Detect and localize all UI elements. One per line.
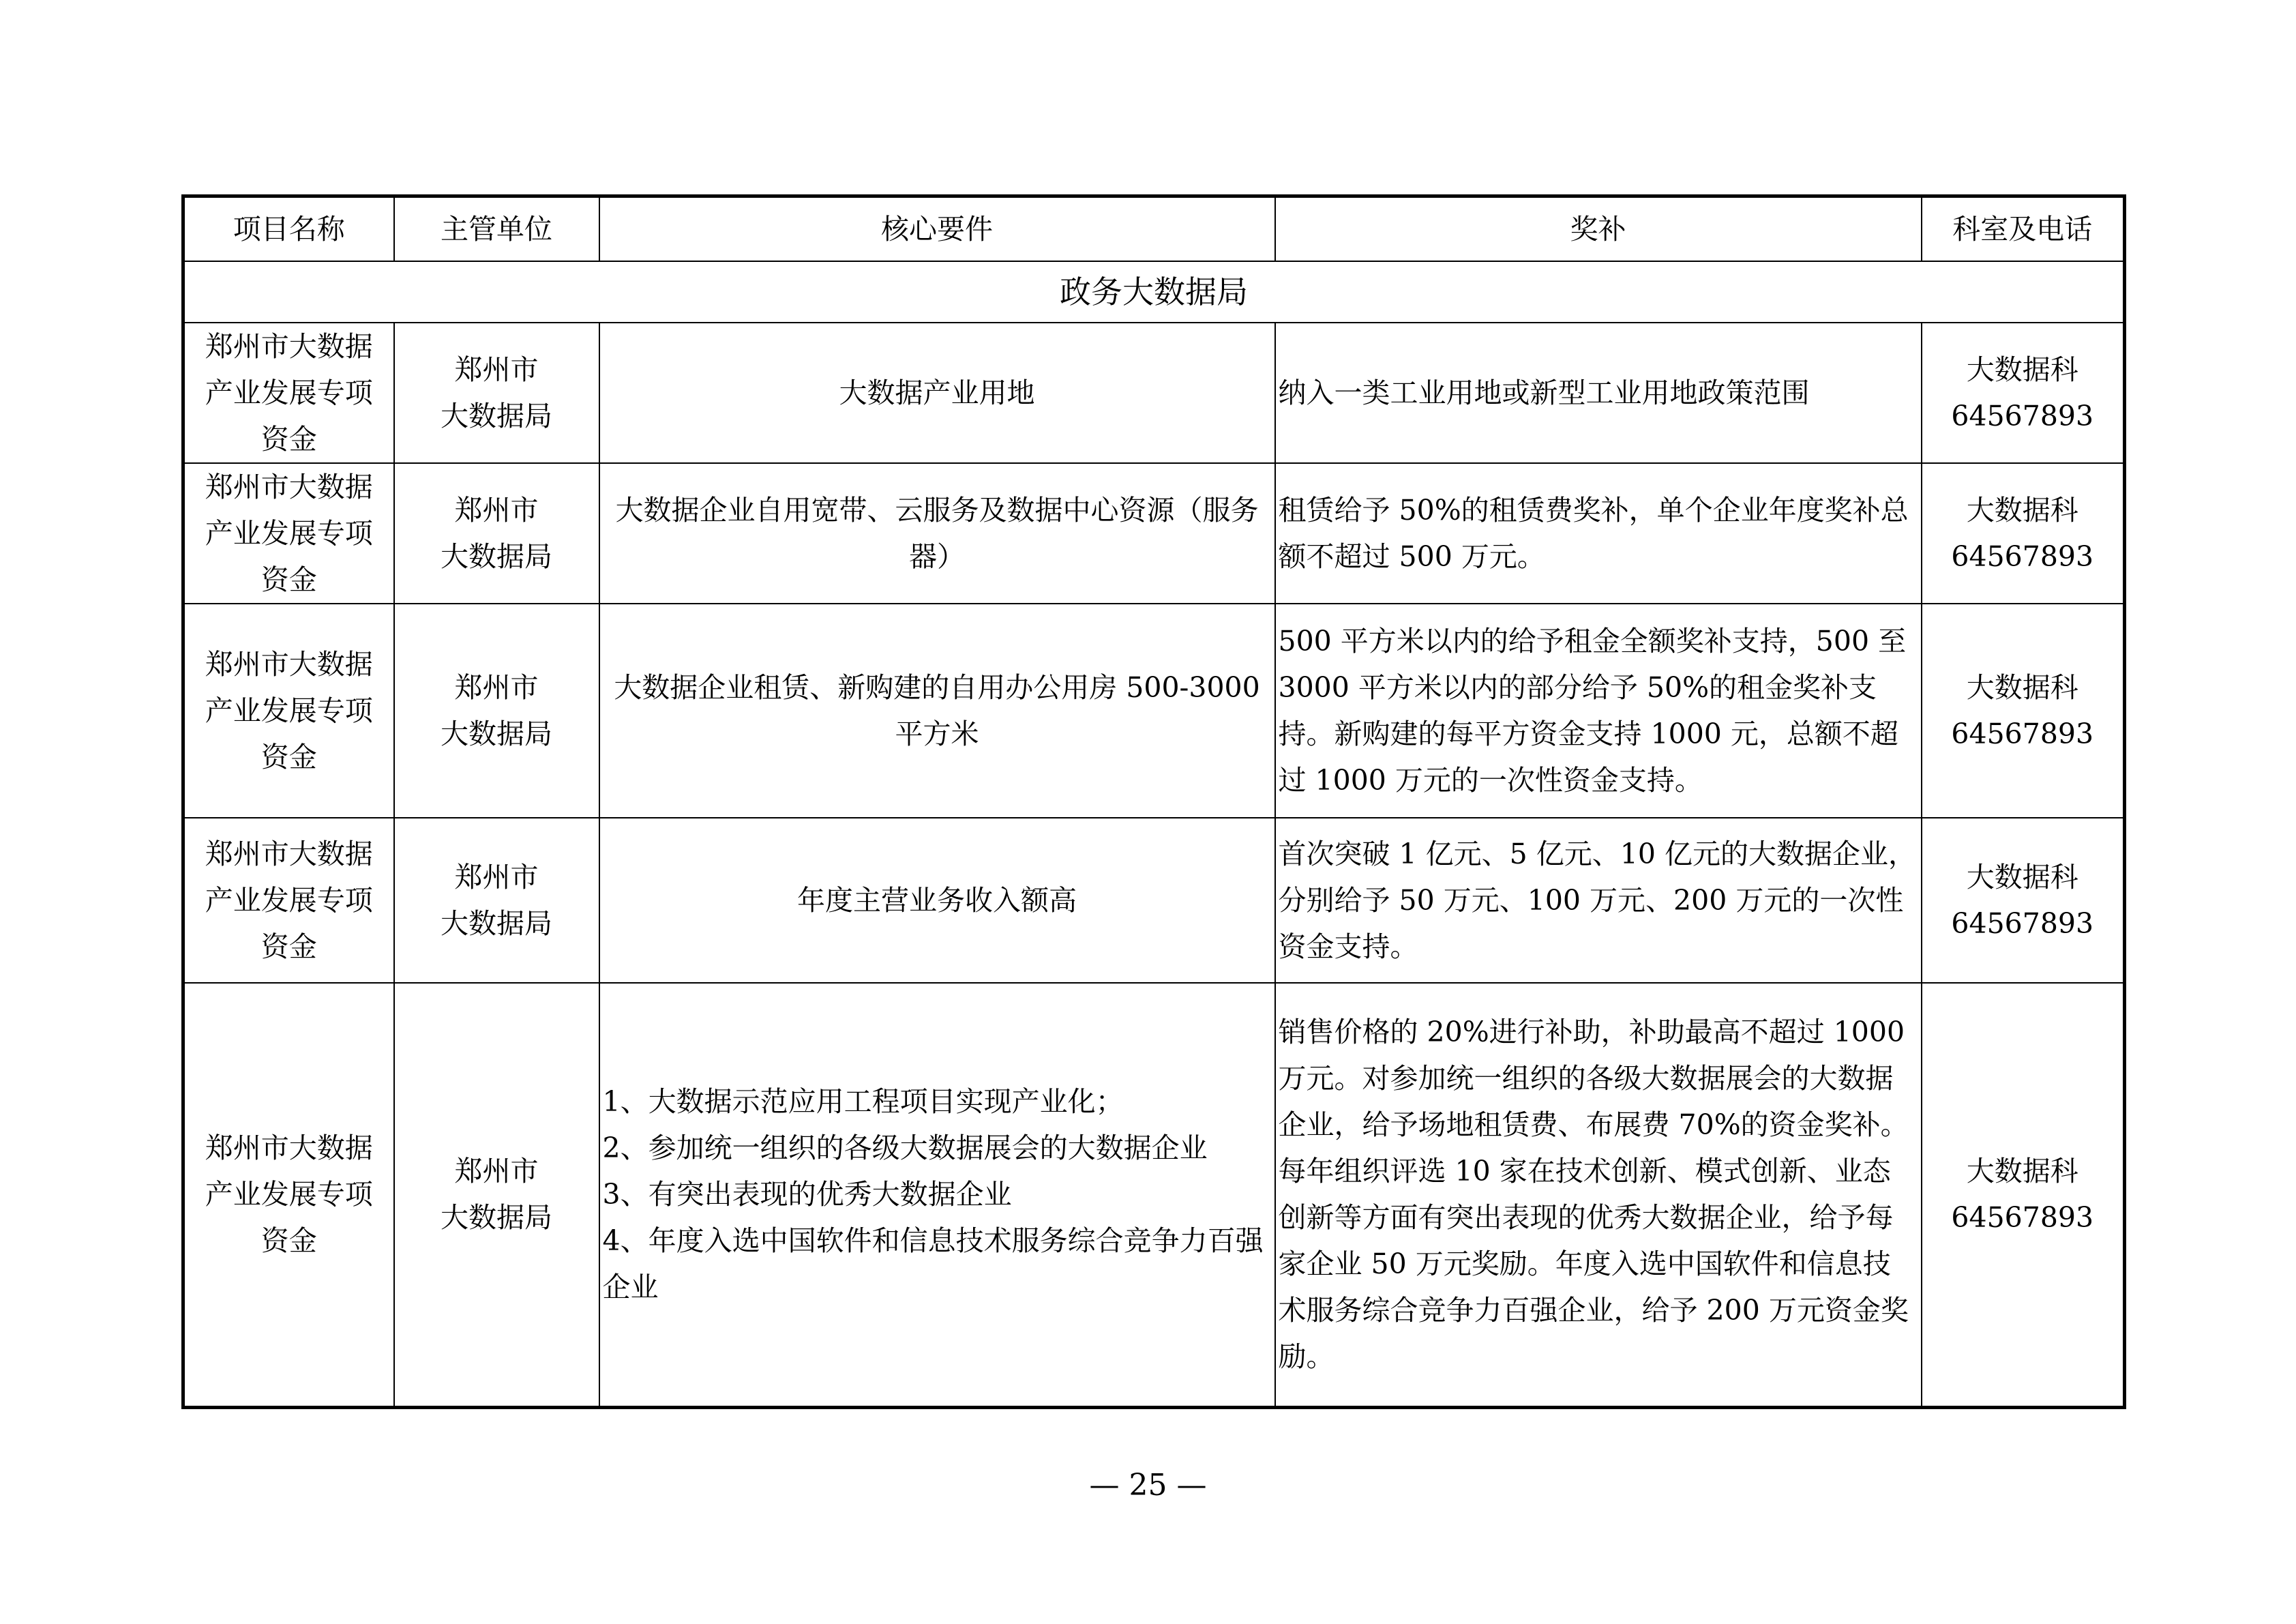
- table-row: [183, 323, 2125, 463]
- department-cell: 郑州市 大数据局: [394, 323, 599, 463]
- header-contact: 科室及电话: [1922, 196, 2125, 262]
- header-project-name: 项目名称: [183, 196, 394, 262]
- core-requirements-cell: 年度主营业务收入额高: [599, 818, 1275, 983]
- department-cell: 郑州市 大数据局: [394, 983, 599, 1407]
- award-cell: 首次突破 1 亿元、5 亿元、10 亿元的大数据企业，分别给予 50 万元、100 万元、200 万元的一次性资金支持。: [1275, 818, 1922, 983]
- table-row: [183, 983, 2125, 1407]
- project-name-cell: 郑州市大数据 产业发展专项 资金: [183, 983, 394, 1407]
- award-cell: 纳入一类工业用地或新型工业用地政策范围: [1275, 323, 1922, 463]
- department-cell: 郑州市 大数据局: [394, 604, 599, 818]
- contact-cell: 大数据科 64567893: [1922, 323, 2125, 463]
- core-requirements-cell: 大数据产业用地: [599, 323, 1275, 463]
- header-row: [183, 196, 2125, 262]
- header-core-requirements: 核心要件: [599, 196, 1275, 262]
- core-requirements-cell: 大数据企业自用宽带、云服务及数据中心资源（服务器）: [599, 463, 1275, 604]
- contact-cell: 大数据科 64567893: [1922, 463, 2125, 604]
- policy-table: [181, 194, 2126, 1409]
- project-name-cell: 郑州市大数据 产业发展专项 资金: [183, 818, 394, 983]
- department-cell: 郑州市 大数据局: [394, 463, 599, 604]
- award-cell: 租赁给予 50%的租赁费奖补，单个企业年度奖补总额不超过 500 万元。: [1275, 463, 1922, 604]
- table-row: [183, 818, 2125, 983]
- contact-cell: 大数据科 64567893: [1922, 818, 2125, 983]
- project-name-cell: 郑州市大数据 产业发展专项 资金: [183, 463, 394, 604]
- table-row: [183, 604, 2125, 818]
- contact-cell: 大数据科 64567893: [1922, 604, 2125, 818]
- header-award: 奖补: [1275, 196, 1922, 262]
- award-cell: 销售价格的 20%进行补助，补助最高不超过 1000万元。对参加统一组织的各级大数据展会的大数据企业，给予场地租赁费、布展费 70%的资金奖补。每年组织评选 10 家在技术创新、模式创新、业态创新等方面有突出表现的优秀大数据企业，给予每家企业 50 万元奖励。年度入选中国软件和信息技术服务综合竞争力百强企业，给予 200 万元资金奖励。: [1275, 983, 1922, 1407]
- department-cell: 郑州市 大数据局: [394, 818, 599, 983]
- header-department: 主管单位: [394, 196, 599, 262]
- section-row: [183, 261, 2125, 323]
- contact-cell: 大数据科 64567893: [1922, 983, 2125, 1407]
- page-number: — 25 —: [1089, 1468, 1207, 1503]
- project-name-cell: 郑州市大数据 产业发展专项 资金: [183, 323, 394, 463]
- section-title: 政务大数据局: [183, 261, 2125, 323]
- core-requirements-cell: 1、大数据示范应用工程项目实现产业化； 2、参加统一组织的各级大数据展会的大数据企业 3、有突出表现的优秀大数据企业 4、年度入选中国软件和信息技术服务综合竞争力百强企业: [599, 983, 1275, 1407]
- core-requirements-cell: 大数据企业租赁、新购建的自用办公用房 500-3000平方米: [599, 604, 1275, 818]
- project-name-cell: 郑州市大数据 产业发展专项 资金: [183, 604, 394, 818]
- award-cell: 500 平方米以内的给予租金全额奖补支持，500 至3000 平方米以内的部分给予 50%的租金奖补支持。新购建的每平方资金支持 1000 元，总额不超过 1000 万元的一次性资金支持。: [1275, 604, 1922, 818]
- table-row: [183, 463, 2125, 604]
